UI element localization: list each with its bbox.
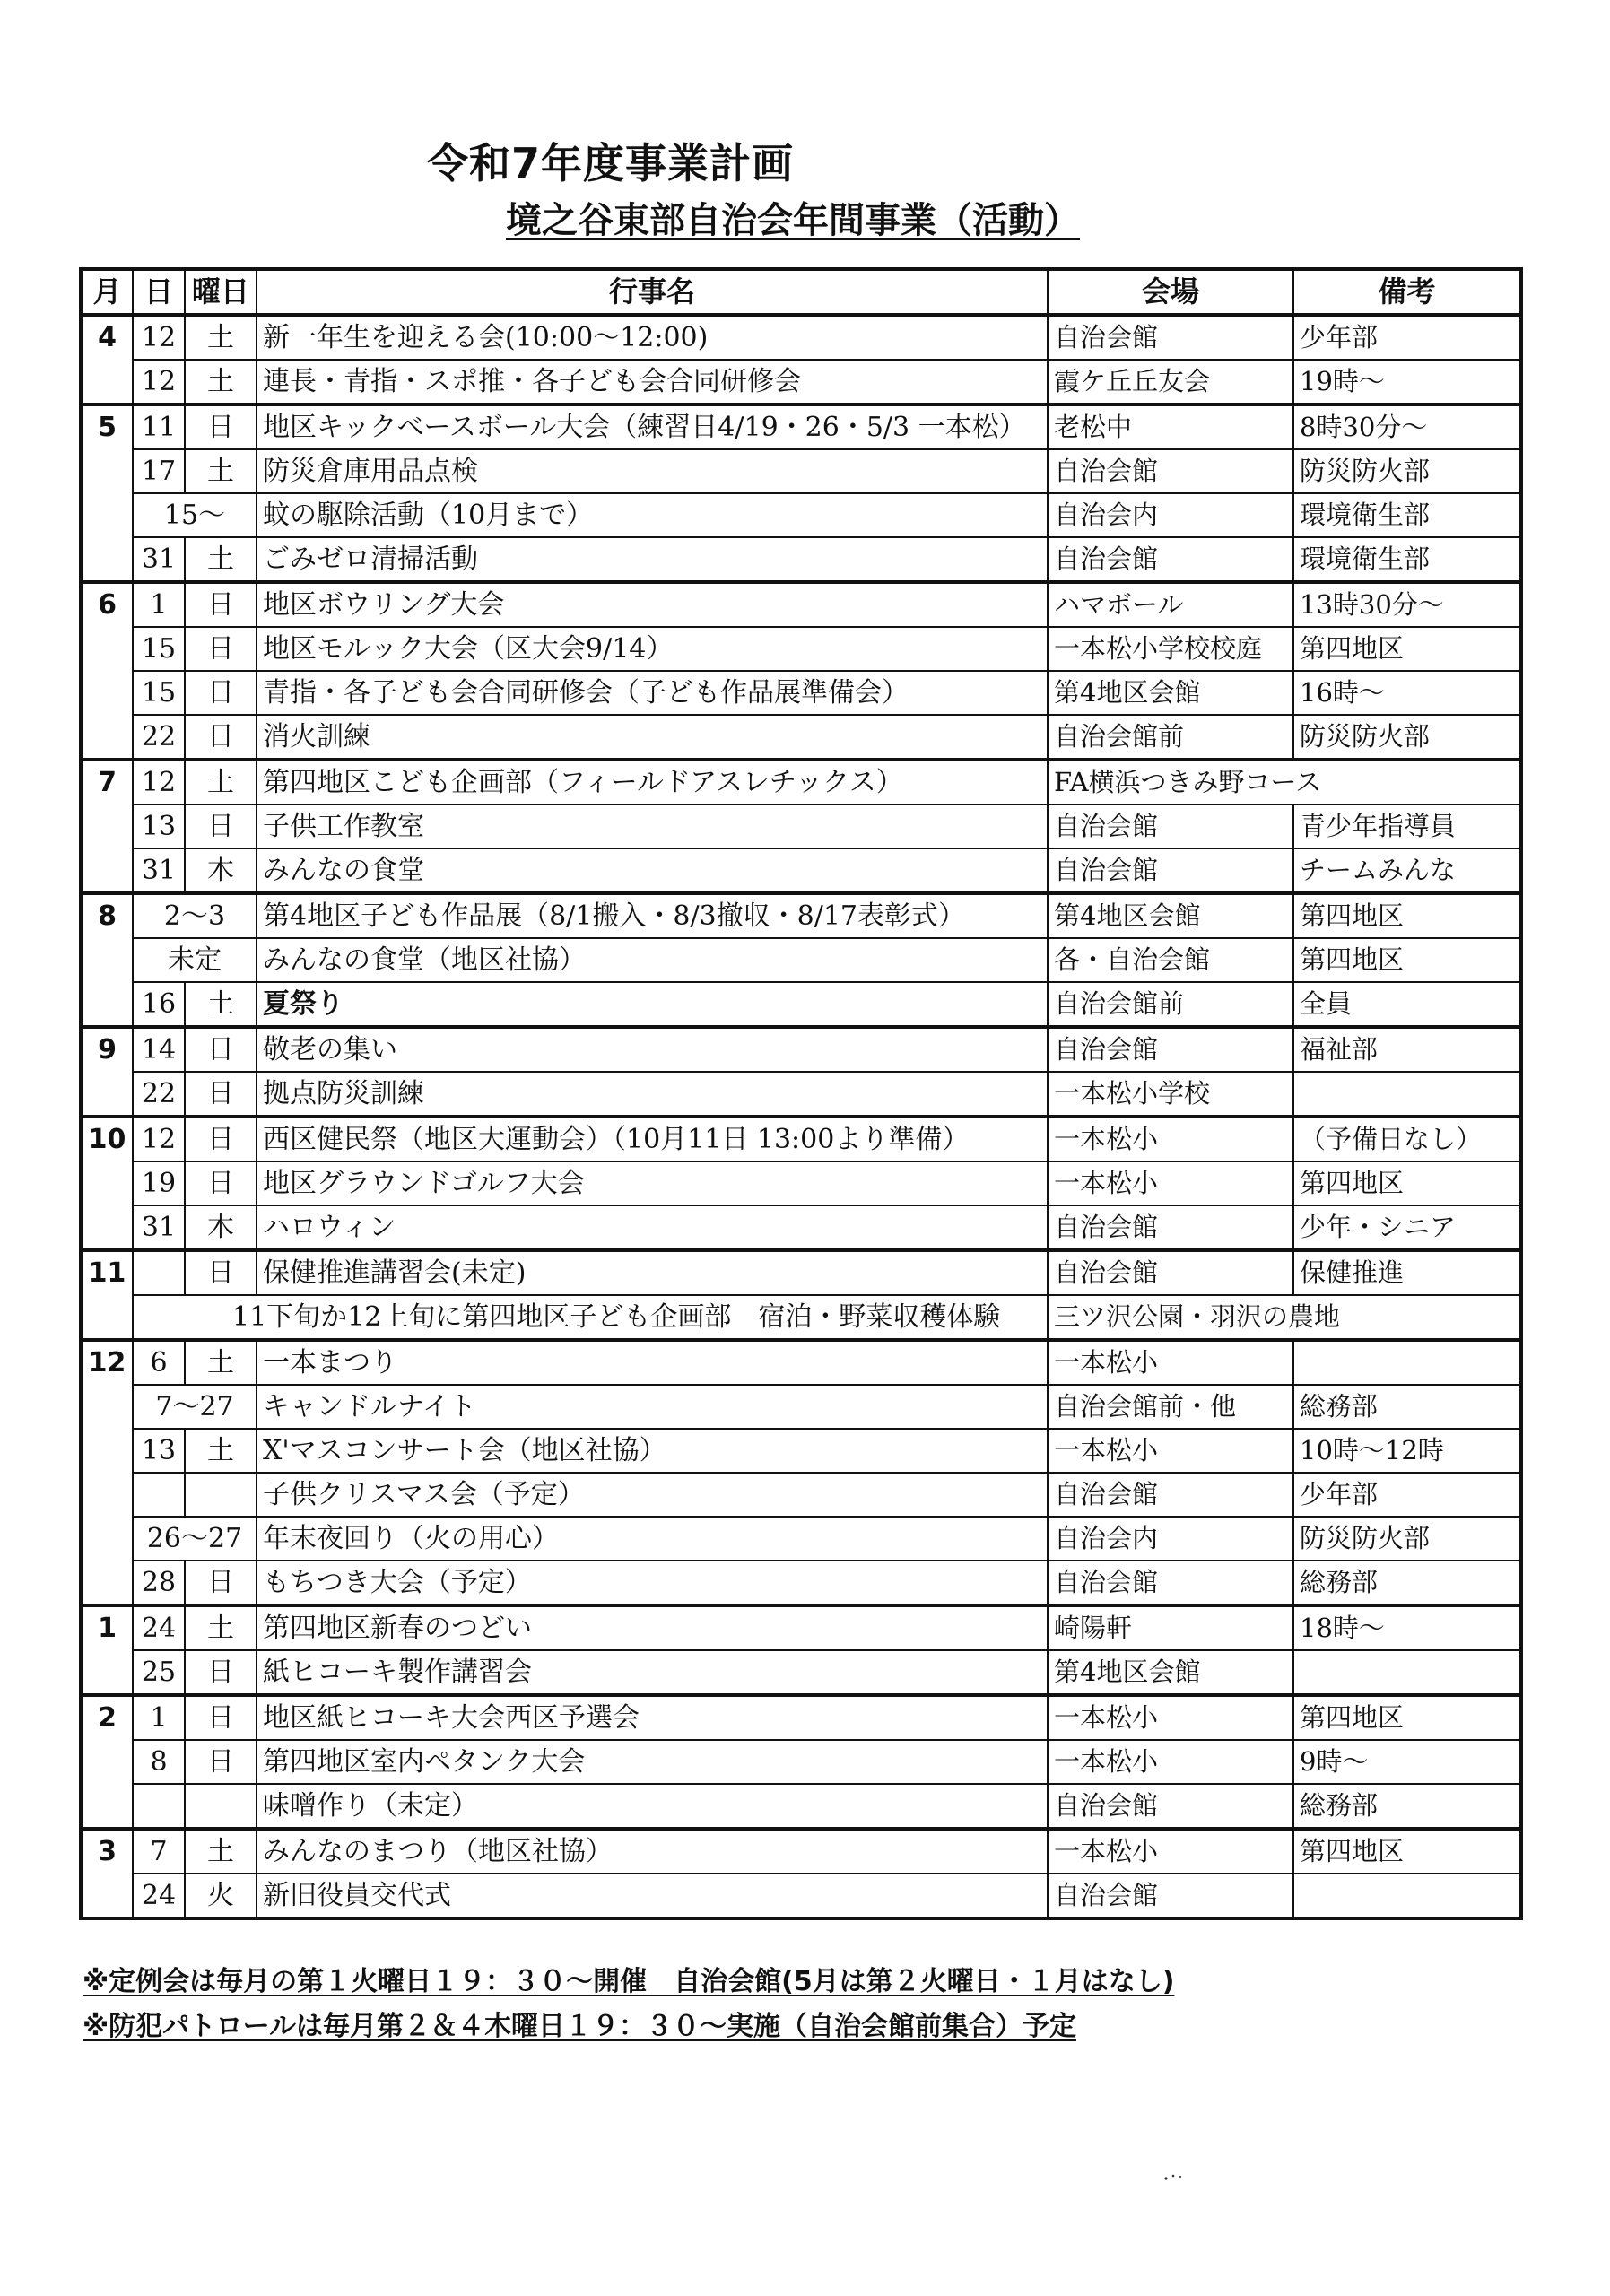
event-cell: 地区グラウンドゴルフ大会 <box>257 1161 1048 1205</box>
day-cell: 31 <box>133 1205 185 1250</box>
weekday-cell: 日 <box>185 1161 257 1205</box>
event-cell: 消火訓練 <box>257 715 1048 760</box>
event-cell: 子供クリスマス会（予定） <box>257 1473 1048 1517</box>
day-cell: 15 <box>133 627 185 671</box>
event-cell: 第4地区子ども作品展（8/1搬入・8/3撤収・8/17表彰式） <box>257 893 1048 938</box>
note-cell: 環境衛生部 <box>1293 493 1521 537</box>
month-cell: 3 <box>81 1829 133 1918</box>
note-cell: 第四地区 <box>1293 893 1521 938</box>
venue-cell: 一本松小 <box>1048 1429 1293 1473</box>
day-cell: 22 <box>133 1072 185 1117</box>
weekday-cell <box>185 1473 257 1517</box>
event-cell: 西区健民祭（地区大運動会）（10月11日 13:00より準備） <box>257 1117 1048 1161</box>
event-cell: みんなの食堂（地区社協） <box>257 938 1048 982</box>
annual-events-table <box>79 267 1523 1920</box>
weekday-cell: 日 <box>185 627 257 671</box>
weekday-cell: 土 <box>185 982 257 1027</box>
table-row <box>81 1117 1521 1161</box>
event-cell: 防災倉庫用品点検 <box>257 449 1048 493</box>
day-cell: 22 <box>133 715 185 760</box>
scan-speck-mark <box>1162 2172 1186 2181</box>
weekday-cell: 日 <box>185 404 257 449</box>
day-cell: 12 <box>133 315 185 360</box>
venue-cell: 自治会館 <box>1048 1205 1293 1250</box>
weekday-cell: 日 <box>185 1695 257 1740</box>
footnote-regular-meeting: ※定例会は毎月の第１火曜日１９：３０～開催 自治会館(5月は第２火曜日・１月はなし) <box>83 1966 1175 1997</box>
venue-cell: 一本松小学校校庭 <box>1048 627 1293 671</box>
event-cell: 夏祭り <box>257 982 1048 1027</box>
header-note: 備考 <box>1293 269 1521 315</box>
day-cell: 1 <box>133 582 185 627</box>
day-cell: 13 <box>133 804 185 848</box>
note-cell: 10時～12時 <box>1293 1429 1521 1473</box>
weekday-cell: 土 <box>185 360 257 404</box>
note-cell: 総務部 <box>1293 1784 1521 1829</box>
weekday-cell: 日 <box>185 1072 257 1117</box>
table-row <box>81 1429 1521 1473</box>
event-cell: 年末夜回り（火の用心） <box>257 1517 1048 1561</box>
weekday-cell: 日 <box>185 1561 257 1605</box>
day-cell: 25 <box>133 1650 185 1695</box>
event-cell: 第四地区新春のつどい <box>257 1605 1048 1650</box>
event-cell: 地区紙ヒコーキ大会西区予選会 <box>257 1695 1048 1740</box>
event-cell: 一本まつり <box>257 1340 1048 1385</box>
weekday-cell: 土 <box>185 1605 257 1650</box>
day-cell: 6 <box>133 1340 185 1385</box>
document-title: 令和7年度事業計画 <box>427 139 795 187</box>
note-cell <box>1293 1650 1521 1695</box>
event-cell: ごみゼロ清掃活動 <box>257 537 1048 582</box>
day-cell: 17 <box>133 449 185 493</box>
venue-cell: 一本松小 <box>1048 1695 1293 1740</box>
table-row <box>81 1695 1521 1740</box>
venue-cell: 老松中 <box>1048 404 1293 449</box>
weekday-cell: 木 <box>185 1205 257 1250</box>
day-cell: 16 <box>133 982 185 1027</box>
table-row <box>81 715 1521 760</box>
weekday-cell: 土 <box>185 315 257 360</box>
event-cell: 地区キックベースボール大会（練習日4/19・26・5/3 一本松） <box>257 404 1048 449</box>
note-cell: 防災防火部 <box>1293 449 1521 493</box>
note-cell: 環境衛生部 <box>1293 537 1521 582</box>
table-row <box>81 1027 1521 1072</box>
header-month: 月 <box>81 269 133 315</box>
note-cell: 第四地区 <box>1293 627 1521 671</box>
event-cell: ハロウィン <box>257 1205 1048 1250</box>
month-cell: 2 <box>81 1695 133 1829</box>
venue-cell: 自治会館 <box>1048 1473 1293 1517</box>
event-cell: 保健推進講習会(未定) <box>257 1250 1048 1295</box>
month-cell: 5 <box>81 404 133 582</box>
venue-cell: 自治会館 <box>1048 1784 1293 1829</box>
venue-cell: 自治会館前 <box>1048 982 1293 1027</box>
weekday-cell: 土 <box>185 1340 257 1385</box>
venue-cell: 自治会館 <box>1048 315 1293 360</box>
note-cell: 16時～ <box>1293 671 1521 715</box>
table-row <box>81 671 1521 715</box>
table-row <box>81 1205 1521 1250</box>
day-cell: 12 <box>133 360 185 404</box>
note-cell: チームみんな <box>1293 848 1521 893</box>
header-weekday: 曜日 <box>185 269 257 315</box>
note-cell: 第四地区 <box>1293 1161 1521 1205</box>
note-cell: 少年・シニア <box>1293 1205 1521 1250</box>
day-cell: 8 <box>133 1740 185 1784</box>
day-cell: 24 <box>133 1605 185 1650</box>
month-cell: 10 <box>81 1117 133 1250</box>
month-cell: 7 <box>81 760 133 893</box>
note-cell: 18時～ <box>1293 1605 1521 1650</box>
table-row <box>81 760 1521 804</box>
month-cell: 12 <box>81 1340 133 1605</box>
table-header-row <box>81 269 1521 315</box>
month-cell: 9 <box>81 1027 133 1117</box>
table-row <box>81 1161 1521 1205</box>
venue-cell: 自治会館前 <box>1048 715 1293 760</box>
table-row <box>81 1605 1521 1650</box>
table-row <box>81 848 1521 893</box>
event-cell: 拠点防災訓練 <box>257 1072 1048 1117</box>
event-cell: 地区ボウリング大会 <box>257 582 1048 627</box>
note-cell: 19時～ <box>1293 360 1521 404</box>
weekday-cell <box>185 1784 257 1829</box>
weekday-cell: 日 <box>185 671 257 715</box>
event-cell: 青指・各子ども会合同研修会（子ども作品展準備会） <box>257 671 1048 715</box>
note-cell: 少年部 <box>1293 315 1521 360</box>
event-cell: 敬老の集い <box>257 1027 1048 1072</box>
note-cell <box>1293 1340 1521 1385</box>
venue-cell: 自治会館 <box>1048 449 1293 493</box>
day-cell: 未定 <box>133 938 257 982</box>
event-cell: 新旧役員交代式 <box>257 1874 1048 1918</box>
table-row <box>81 493 1521 537</box>
day-cell: 28 <box>133 1561 185 1605</box>
venue-cell: 第4地区会館 <box>1048 1650 1293 1695</box>
header-venue: 会場 <box>1048 269 1293 315</box>
table-row <box>81 1295 1521 1340</box>
venue-cell: 自治会館 <box>1048 1027 1293 1072</box>
note-cell: 青少年指導員 <box>1293 804 1521 848</box>
day-cell: 15～ <box>133 493 257 537</box>
weekday-cell: 日 <box>185 1740 257 1784</box>
day-cell <box>133 1473 185 1517</box>
event-cell: みんなのまつり（地区社協） <box>257 1829 1048 1874</box>
day-cell: 26～27 <box>133 1517 257 1561</box>
event-cell: 紙ヒコーキ製作講習会 <box>257 1650 1048 1695</box>
note-cell: 第四地区 <box>1293 938 1521 982</box>
venue-cell: 自治会館 <box>1048 1874 1293 1918</box>
table-row <box>81 938 1521 982</box>
event-cell: X'マスコンサート会（地区社協） <box>257 1429 1048 1473</box>
venue-cell: FA横浜つきみ野コース <box>1048 760 1521 804</box>
event-cell: 連長・青指・スポ推・各子ども会合同研修会 <box>257 360 1048 404</box>
weekday-cell: 日 <box>185 582 257 627</box>
table-row <box>81 627 1521 671</box>
table-row <box>81 404 1521 449</box>
day-cell: 7 <box>133 1829 185 1874</box>
venue-cell: 自治会内 <box>1048 1517 1293 1561</box>
table-row <box>81 1517 1521 1561</box>
venue-cell: 自治会内 <box>1048 493 1293 537</box>
footnote-crime-patrol: ※防犯パトロールは毎月第２＆４木曜日１９：３０～実施（自治会館前集合）予定 <box>83 2011 1076 2042</box>
venue-cell: 第4地区会館 <box>1048 671 1293 715</box>
table-row <box>81 1561 1521 1605</box>
day-cell: 11 <box>133 404 185 449</box>
note-cell: 防災防火部 <box>1293 1517 1521 1561</box>
day-cell <box>133 1784 185 1829</box>
weekday-cell: 土 <box>185 537 257 582</box>
weekday-cell: 日 <box>185 1117 257 1161</box>
event-cell: 第四地区室内ペタンク大会 <box>257 1740 1048 1784</box>
day-cell: 12 <box>133 760 185 804</box>
weekday-cell: 土 <box>185 760 257 804</box>
event-cell: 地区モルック大会（区大会9/14） <box>257 627 1048 671</box>
day-cell: 14 <box>133 1027 185 1072</box>
day-cell: 2～3 <box>133 893 257 938</box>
weekday-cell: 日 <box>185 1650 257 1695</box>
venue-cell: 自治会館 <box>1048 848 1293 893</box>
day-cell: 1 <box>133 1695 185 1740</box>
weekday-cell: 土 <box>185 449 257 493</box>
note-cell <box>1293 1874 1521 1918</box>
month-cell: 1 <box>81 1605 133 1695</box>
venue-cell: 一本松小 <box>1048 1829 1293 1874</box>
event-cell: 子供工作教室 <box>257 804 1048 848</box>
venue-cell: 崎陽軒 <box>1048 1605 1293 1650</box>
day-cell: 24 <box>133 1874 185 1918</box>
note-cell: 8時30分～ <box>1293 404 1521 449</box>
venue-cell: 一本松小 <box>1048 1161 1293 1205</box>
table-row <box>81 582 1521 627</box>
table-row <box>81 1385 1521 1429</box>
day-cell: 12 <box>133 1117 185 1161</box>
event-cell: キャンドルナイト <box>257 1385 1048 1429</box>
table-row <box>81 893 1521 938</box>
note-cell: 第四地区 <box>1293 1695 1521 1740</box>
note-cell: 第四地区 <box>1293 1829 1521 1874</box>
day-cell <box>133 1250 185 1295</box>
note-cell: 防災防火部 <box>1293 715 1521 760</box>
table-row <box>81 449 1521 493</box>
table-row <box>81 1740 1521 1784</box>
venue-cell: 自治会館 <box>1048 537 1293 582</box>
event-cell: 蚊の駆除活動（10月まで） <box>257 493 1048 537</box>
event-cell: 第四地区こども企画部（フィールドアスレチックス） <box>257 760 1048 804</box>
venue-cell: ハマボール <box>1048 582 1293 627</box>
day-cell: 19 <box>133 1161 185 1205</box>
note-cell: 9時～ <box>1293 1740 1521 1784</box>
month-cell: 4 <box>81 315 133 404</box>
day-cell: 31 <box>133 848 185 893</box>
weekday-cell: 日 <box>185 1250 257 1295</box>
table-row <box>81 1784 1521 1829</box>
note-cell: 全員 <box>1293 982 1521 1027</box>
weekday-cell: 日 <box>185 804 257 848</box>
event-cell: みんなの食堂 <box>257 848 1048 893</box>
table-row <box>81 1650 1521 1695</box>
weekday-cell: 火 <box>185 1874 257 1918</box>
table-row <box>81 360 1521 404</box>
venue-cell: 一本松小 <box>1048 1340 1293 1385</box>
venue-cell: 三ツ沢公園・羽沢の農地 <box>1048 1295 1521 1340</box>
venue-cell: 各・自治会館 <box>1048 938 1293 982</box>
day-cell: 15 <box>133 671 185 715</box>
note-cell: 少年部 <box>1293 1473 1521 1517</box>
day-cell: 7～27 <box>133 1385 257 1429</box>
venue-cell: 自治会館 <box>1048 1561 1293 1605</box>
table-row <box>81 1340 1521 1385</box>
note-cell: 福祉部 <box>1293 1027 1521 1072</box>
venue-cell: 一本松小学校 <box>1048 1072 1293 1117</box>
note-cell <box>1293 1072 1521 1117</box>
event-cell: 新一年生を迎える会(10:00～12:00) <box>257 315 1048 360</box>
table-row <box>81 1250 1521 1295</box>
note-cell: 総務部 <box>1293 1385 1521 1429</box>
weekday-cell: 土 <box>185 1429 257 1473</box>
venue-cell: 一本松小 <box>1048 1117 1293 1161</box>
day-cell: 31 <box>133 537 185 582</box>
note-cell: （予備日なし） <box>1293 1117 1521 1161</box>
day-cell: 13 <box>133 1429 185 1473</box>
venue-cell: 自治会館 <box>1048 804 1293 848</box>
document-subtitle: 境之谷東部自治会年間事業（活動） <box>506 200 1080 241</box>
weekday-cell: 日 <box>185 715 257 760</box>
month-cell: 8 <box>81 893 133 1027</box>
event-cell: 味噌作り（未定） <box>257 1784 1048 1829</box>
event-cell: もちつき大会（予定） <box>257 1561 1048 1605</box>
weekday-cell: 木 <box>185 848 257 893</box>
venue-cell: 第4地区会館 <box>1048 893 1293 938</box>
month-cell: 6 <box>81 582 133 760</box>
table-row <box>81 1473 1521 1517</box>
table-row <box>81 982 1521 1027</box>
note-cell: 総務部 <box>1293 1561 1521 1605</box>
weekday-cell: 日 <box>185 1027 257 1072</box>
weekday-cell: 土 <box>185 1829 257 1874</box>
header-day: 日 <box>133 269 185 315</box>
event-cell: 11下旬か12上旬に第四地区子ども企画部 宿泊・野菜収穫体験 <box>133 1295 1048 1340</box>
table-row <box>81 315 1521 360</box>
header-event: 行事名 <box>257 269 1048 315</box>
table-row <box>81 804 1521 848</box>
table-row <box>81 537 1521 582</box>
venue-cell: 自治会館前・他 <box>1048 1385 1293 1429</box>
month-cell: 11 <box>81 1250 133 1340</box>
table-row <box>81 1829 1521 1874</box>
table-row <box>81 1874 1521 1918</box>
table-row <box>81 1072 1521 1117</box>
note-cell: 13時30分～ <box>1293 582 1521 627</box>
note-cell: 保健推進 <box>1293 1250 1521 1295</box>
venue-cell: 自治会館 <box>1048 1250 1293 1295</box>
venue-cell: 霞ケ丘丘友会 <box>1048 360 1293 404</box>
venue-cell: 一本松小 <box>1048 1740 1293 1784</box>
